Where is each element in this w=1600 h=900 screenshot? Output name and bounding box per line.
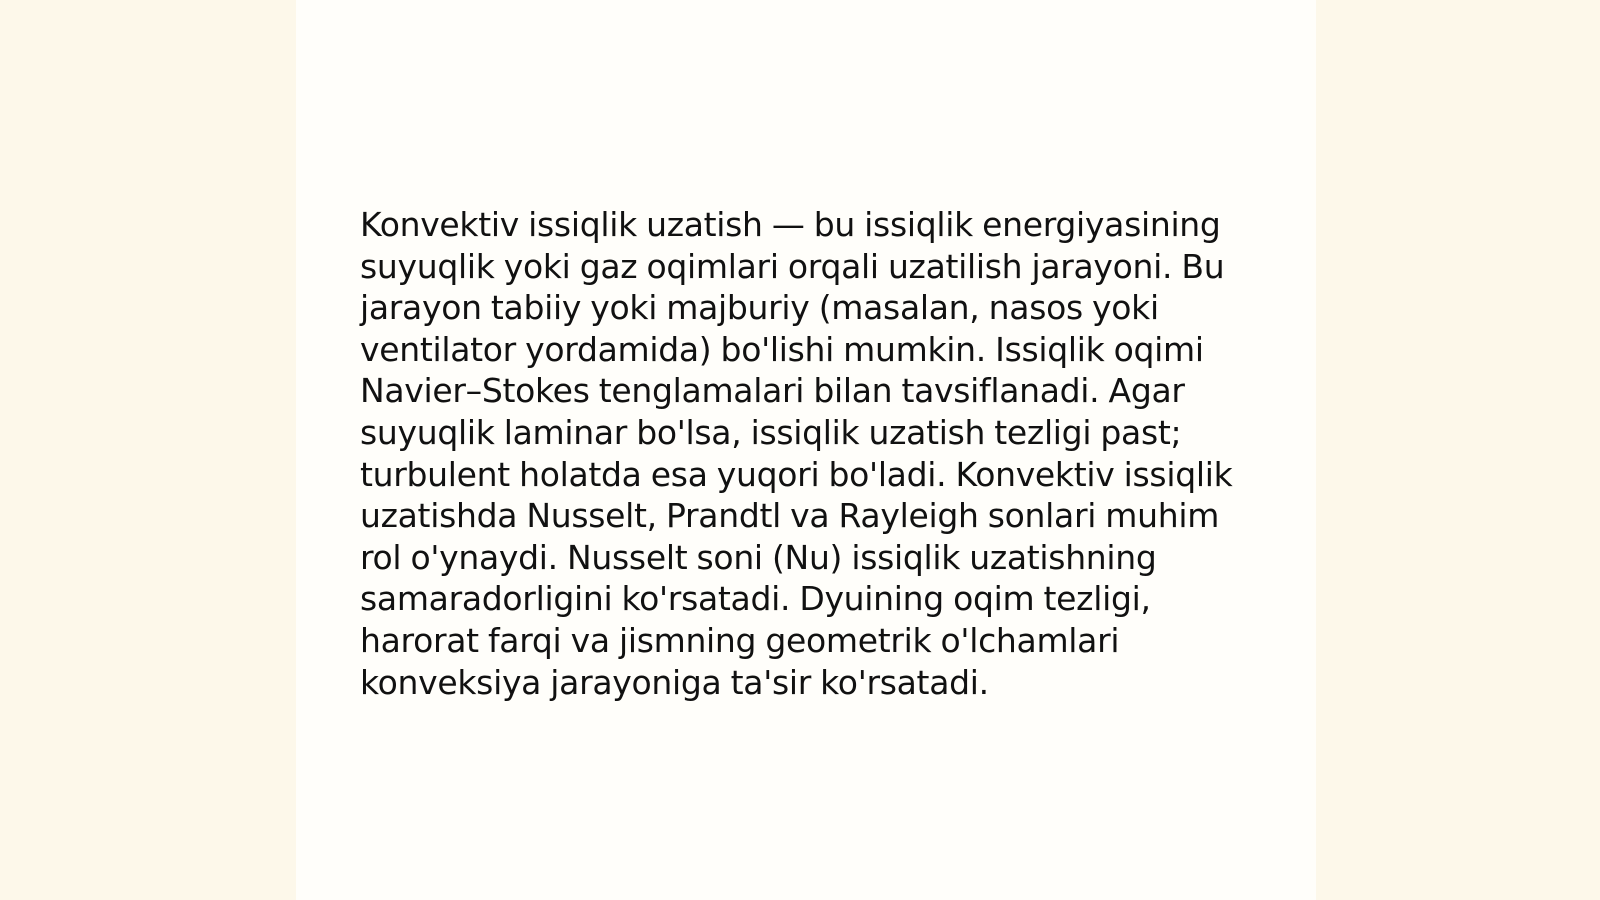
paragraph-line: jarayon tabiiy yoki majburiy (masalan, nasos yoki [360,288,1159,328]
paragraph-line: harorat farqi va jismning geometrik o'lchamlari [360,620,1120,660]
paragraph-line: turbulent holatda esa yuqori bo'ladi. Konvektiv issiqlik [360,454,1233,494]
paragraph-line: Navier–Stokes tenglamalari bilan tavsiflanadi. Agar [360,371,1185,411]
paragraph-line: uzatishda Nusselt, Prandtl va Rayleigh sonlari muhim [360,496,1220,536]
paragraph-line: ventilator yordamida) bo'lishi mumkin. Issiqlik oqimi [360,329,1204,369]
paragraph-line: konveksiya jarayoniga ta'sir ko'rsatadi. [360,662,989,702]
slide-panel [296,0,1316,900]
body-paragraph [360,204,1260,703]
paragraph-line: suyuqlik yoki gaz oqimlari orqali uzatilish jarayoni. Bu [360,246,1225,286]
paragraph-line: samaradorligini ko'rsatadi. Dyuining oqim tezligi, [360,579,1151,619]
paragraph-line: suyuqlik laminar bo'lsa, issiqlik uzatish tezligi past; [360,412,1182,452]
paragraph-line: Konvektiv issiqlik uzatish — bu issiqlik energiyasining [360,205,1221,244]
paragraph-line: rol o'ynaydi. Nusselt soni (Nu) issiqlik uzatishning [360,537,1157,577]
